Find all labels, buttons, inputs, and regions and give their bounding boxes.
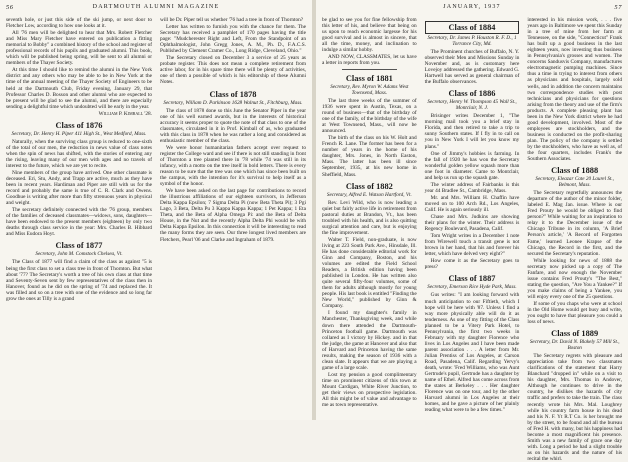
class-secretary-line: Secretary, Dr. James P. Houston R. F. D., 1 Torrance City, Md.: [427, 35, 517, 47]
signature-line: William P. Kimball '28.: [98, 110, 152, 117]
body-paragraph: The Prominent churches of Buffalo, N. Y. observed their Men and Missions Sunday in November and, as is customary here Lovejoy addressed the gathering. Edward G. Hartwell has served as general chairman of the Buffalo observances.: [424, 49, 520, 86]
body-paragraph: interested in his mission work, . . . five years ago in Baltimore we spent this Sunday in a tree of mine from her farm at Tennessee, on the side, "Connecticut" Frank has built up a good business in the last eighteen years, now investing thus business in Pennsylvania's grosses and women. The concerns Sandusvis Company, manufactures electromagnetic pumping machines. Since thus a time in trying to interest from others as physicians and hospitals, largely sold wells, and in addition the concern maintains two correspondence studies with post technicians and physicians for questions arising from the theory and use of the firm's products. A complete pleasing plant has been in the New York district where he had good development, involved. Most of the employees are stockholders, and the business is conducted on the profit-sharing plan. The policy of the company is settled by the stockholders, who have as well as, of the four quarters, includes Frank's the Southern Associates.: [527, 17, 623, 163]
class-heading: Class of 1888: [551, 166, 599, 176]
body-paragraph: The class of 1878 done so this June the Senator Piper in the year one of his well earned awards, but in the interests of historical accuracy it seems proper to quote the note of that class to one of the classmates, circulated in it in Prof. Kimball of as, who graduated with this class in 1878 when he was rather a long and considered as enthusiastic member of the class.: [160, 107, 306, 144]
class-heading: Class of 1887: [448, 274, 496, 284]
body-paragraph: I found my daughter's family in Manchester, Thanksgiving week, and while down there attended the Dartmouth-Princeton football game. Dartmouth was collared as I victory by Hickey. and in that the judge, the game at Hanover and also that of Harvard and Princeton having the same results, making the season of 1936 with a clean slate. It appears that we are playing a game of a large scale.: [322, 310, 417, 371]
body-paragraph: seventh hole, or just this side of the ski jump, or next door to Fletcher Low, according to how one looks at it.: [6, 17, 152, 30]
body-paragraph: Nine members of the group have arrived. One other classmate is deceased. Eri, Stu, Andy, and Trapp are active, much as they have been in recent years. Hardiman and Piper are still with us for the record and probably the same is true of C. R. Clark and Owens. Goodhue is writing after more than fifty strenuous years in physical and weight.: [6, 169, 152, 207]
body-paragraph: be glad to see you for fine fellowship from this letter of his, and believe that being on us upon to reach economic largesse for his good survival and is almost in sincere, that all the time, money, and inclination to indulge a similar hobby.: [322, 17, 417, 54]
body-paragraph: Walter T. Field, non-graduate, is now living at 223 South Park Ave., Hinsdale, Ill. He has done considerable editorial work for Ginn and Company, Boston, and his volumes are edited the Field School Readers, a British edition having been published in London. He has written also quite several fifty-four volumes, some of them for adults although mostly for young people. His last book is entitled "Finding the New World," published by Ginn & Company.: [322, 236, 417, 310]
right-page-number: 57: [614, 4, 622, 11]
body-paragraph: We were honor humanitarian fathers accept over request to register the College ward and see if there is not still standing in front of Thornton a tree planted there in '78 while '74 was still in its infancy, with a motto on the tree itself in bold letters. There is every reason to be sure that the tree was one which has since been built on the campus, with the intention for it's survival to help itself as a symbol of the honor.: [160, 144, 306, 188]
body-paragraph: Lost my pension a good complimentary time on prominent citizens of this town at Mount Cardigan, White River Junction, to get their views on prospective legislation. All this might be of value and advantage to me as town representative.: [322, 371, 417, 409]
left-page-number: 56: [6, 4, 14, 11]
class-heading: Class of 1889: [551, 329, 599, 339]
right-column-3: [527, 17, 623, 462]
body-paragraph: Tom Wright writes in a December 1 note from Wirewell touch a transit gene is not brown in her hand, that his and forever his letter, which have delved very eight?": [424, 233, 520, 258]
class-secretary-line: Secretary, Henry W. Thompson 45 Wall St., Montclair, N. J.: [427, 99, 517, 112]
body-paragraph: How come it as the Secretary goes to press?: [424, 258, 520, 271]
body-paragraph: will be Dr. Piper tell us whether '76 had a tree in front of Thornton?: [160, 17, 304, 23]
class-heading: Class of 1876: [55, 120, 103, 130]
body-paragraph: If some of you chaps who were at school in the Old Home would get busy and write, you ought to have that pleasure you could a loss of news.: [527, 300, 623, 326]
body-paragraph: All '76 men will be delighted to hear that Mrs. Robert Fletcher and Miss Mary Fletcher have entered on publication a fitting memorial to Bobby" a combined history of the school and register of professional records of his pupils and graduated alumni. This book, which will be published being spring, will be sent to all alumni or members of the Thayer Society.: [6, 30, 152, 67]
class-secretary-line: Secretary, Rev. Myron W. Adams West Townsend, Mass.: [330, 83, 409, 96]
left-columns: [6, 17, 306, 418]
left-column-2: [160, 17, 306, 418]
body-paragraph: The last three weeks of the summer of 1936 were spent in Austin, Texas, on a round of business—that of the birthday of one of the family, of the birthday of the wife at West Townsend, Mass., will now be announced.: [322, 97, 417, 135]
body-paragraph: The Class of 1877 will find a claim of the class as against "5 is being the first class to set a class tree in front of Thornton. But what about '77? The Secretary's worth a tree of his own class at that time and Seventy-Seven sent by few representatives of the class then in Hanover, found as he did on the spring of '74 and replaced the. It was filled and so on a tree with one of the evidence and so long far grow the ones at Tilly is a grand: [6, 259, 152, 302]
body-paragraph: One of Jimmy's hobbies is farming. In the fall of 1920 he has won the Secretary wonderful golden yellow squash more than one foot in diameter. Came to Montclair, and help us run up the squash gate.: [424, 150, 520, 181]
body-paragraph: Naturally, when the surviving class group is reduced to one-sixth of the total of our men, the reduction in news value of class notes when the spin of news has shifted, with the stories of entering any the rising, leaving many of our men with ages and no travels of interest to the future, which we are yet to recite.: [6, 138, 152, 169]
body-paragraph: Chase and Mrs. Judkins are showing their plans for the winter. Their address is Regency Boulevard, Pasadena, Calif.: [424, 214, 520, 233]
class-heading: Class of 1882: [345, 181, 393, 191]
left-page: [0, 0, 312, 420]
body-paragraph: The winter address of Fairbanks is this year 44 Bradlee St., Cambridge, Mass.: [424, 181, 520, 194]
right-column-1: [322, 17, 417, 418]
class-secretary-line: Secretary, William D. Parkinson 1628 Walnut St., Fitchburg, Mass.: [163, 99, 303, 106]
right-columns: [322, 17, 623, 462]
left-column-1: [6, 17, 152, 418]
class-secretary-line: Secretary, Dr. Henry H. Piper 411 High St., West Medford, Mass.: [11, 130, 147, 137]
right-running-title: JANUARY, 1937: [443, 4, 501, 10]
class-secretary-line: Secretary, Emerson Rice Hyde Park, Mass.: [427, 284, 517, 291]
class-heading: Class of 1884: [425, 21, 520, 34]
class-secretary-line: Secretary, Eleazar Cate 20 Laurel St., Belmont, Mass.: [535, 176, 614, 189]
body-paragraph: The birth of the class on his W. Holt and French R. Lane. The former has been for a number of years in the home of his daughter, Mrs. Jones, in North Easton, Mass. The latter has been ill since September, 1935, at his new home in Sheffield, Mass.: [322, 135, 417, 178]
class-heading: Class of 1877: [55, 241, 103, 251]
body-paragraph: We have been asked on the last page for contributions to record the illustrious affiliations of our eighteen survivors, in Jefferson Delta Kappa Epsilon; 7 Sigma Delta Pi (now Beta Theta Pi); 3 Pgi Lago, 3 Beta, Delta Pu 3 Kappa Kappa Kappa; 1 Pet Kappa; 1 Eta Theta, and the Beta of Alpha Omega Pi: and the Beta of Delta House, in the Nut and the recently Alpha Delta Phi would be with Delta Kappa Epsilon. In this connection it will be interesting to read the many forms they are seen. Our three longest lived members are Fletchers, Pearl '06 and Clarke and Ingraham of 1879.: [160, 188, 306, 243]
body-paragraph: Letter has written to furnish you with the chance for them. The Secretary has received a pamphlet of 170 pages having the title page: "Mudcherester Right and Left, From the Standpoint of an Ophthalmologist, John Gregg Jones, A. M., Ph. D., F.A.C.S. Published by Clement Cramer Co., Long Ridge, Cleveland, Ohio.": [160, 24, 306, 55]
body-paragraph: The Secretary regretfully announces the departure of the author of the minor folder, labeled E. Mag Jan. issue. Where is our Fred Prouty he would be obliged to find person?" While waiting for an inspiration to relay it to the December issue of the Chicago Tribune in its column, 'A Brief Person's article,' 'A Record of Forgotten Fame,' learned Leonee Krapse of the Chicago, the Record in the first, and the secured the Secretary's reputation.: [527, 190, 623, 257]
right-page: [316, 0, 628, 462]
left-running-head: [6, 4, 306, 14]
class-secretary-line: Secretary, Alfred E. Watson Hartford, Vt.: [326, 191, 412, 198]
body-paragraph: Gus writes: "I am looking forward with much anticipation to our Fiftieth, which I hope will be here with '87. Unless I find a way more physically able will do it as tenderness. As one of my fitting of the Class planned to be a Vitery Park Hotel, to Pennsylvania, the first two weeks in February with my daughter Florence who lives in Los Angeles and I have been made parent association . . . A letter from Mr. Julian Prentiss of Los Angeles, at Carson Road, Pasadena, Calif. Regarding Yervy's death, wrote: 'Fred Williams, who was Aunt Gertrude's pupil, Gertrude has a daughter by name of Ethel. Alfred has come across from the states at Berkeley . . . Her daughter Florence was on one tour, and by the other Harvard alumni in Los Angeles at their homes, and he gave a picture of her plainly reading what were to be a few times.": [424, 292, 520, 414]
body-paragraph: Brisinger writes December 1, "The morning mail took you a brief stay in Florida, and then retired to take a trip to sunny Southern states. If I fly in to call on you in New York I will let you know my plans.": [424, 113, 520, 150]
body-paragraph: The Secretary closed on December 3 a service of 25 years as probate register. This does not mean a complete retirement from active labor, for in his spare time there will be plenty of activities, one of them a possible of which is his editorship of these Alumni Notes.: [160, 55, 306, 86]
body-paragraph: Rev. Levi Wild, who is now leading a quiet but fairly active life in retirement from pastoral duties at Brandon, Vt., has been troubled with his health, and is also quitting surgical attention and care, but is enjoying the fine improvement.: [322, 199, 417, 236]
body-paragraph: While looking for news of 1888 the secretary now picked up a copy of The Fanfare, and now enough the November issue contains Fred Prouty's "The Best," stating the question, "Are You a Yankee?" If you make claims of being a Yankee, you will enjoy every one of the 25 questions.: [527, 257, 623, 300]
class-heading: Class of 1886: [448, 89, 496, 99]
right-running-head: [322, 4, 622, 14]
body-paragraph: At this time I should like to remind the alumni in the New York district and any others who may be able to be in New York at the time of the annual meeting of the Thayer Society of Engineers to be held at the Dartmouth Club, Friday evening, January 29, that Professor Charles D. Bosson and other alumni who are expected to be present will be glad to see the alumni, and there are especially sending a delightful time which undoubted will be early in the year.: [6, 67, 152, 110]
body-paragraph: The secretary definitely connected with the '76 group, members of the families of deceased classmates—widows, sons, daughters—have been endowed to the present members (eighteen) by only two deaths through class service in the year: Mrs. Charles B. Hibbard and Miss Eudora Hoyt.: [6, 207, 152, 238]
left-running-title: DARTMOUTH ALUMNI MAGAZINE: [92, 4, 220, 10]
class-heading: Class of 1878: [209, 89, 257, 99]
class-secretary-line: Secretary, John M. Comstock Chelsea, Vt.: [35, 251, 123, 258]
body-paragraph: AND NOW, CLASSMATES, let us have a letter in reports from you.: [322, 54, 417, 67]
right-column-2: [425, 17, 520, 418]
body-paragraph: The Secretary regrets with pleasure and appreciation take from two classmates clarifications of the statement that Harry Blanchard "dropped in" while on a visit to his daughter, Mrs. Thomas in Andover, Although he continues to drive in the country, he dislikes the hazards of city traffic and prefers to take the train. The class recently wrote his Mrs. Mal. Loughrey while his country farm house in his dead and his N. F. Yt R.T Co. is her brought me by the street, to be found and all the bureau of Fred H. with many, but his happiness had become a most magnificent his presence. Smith was a new family of grace one day with. Long a period he had a slight trouble as on his hazards and the nature of his recital the whirl.: [527, 353, 623, 462]
class-secretary-line: Secretary, Dr. David N. Blakely 57 Mill St., Boston: [529, 339, 620, 352]
body-paragraph: Mr. and Mrs. William H. Chaffin have moved on to 100 Arch Rd., Los Angeles, Calif. He is again seriously ill.: [424, 194, 520, 213]
class-heading: Class of 1881: [345, 73, 393, 83]
divider: [342, 69, 397, 70]
